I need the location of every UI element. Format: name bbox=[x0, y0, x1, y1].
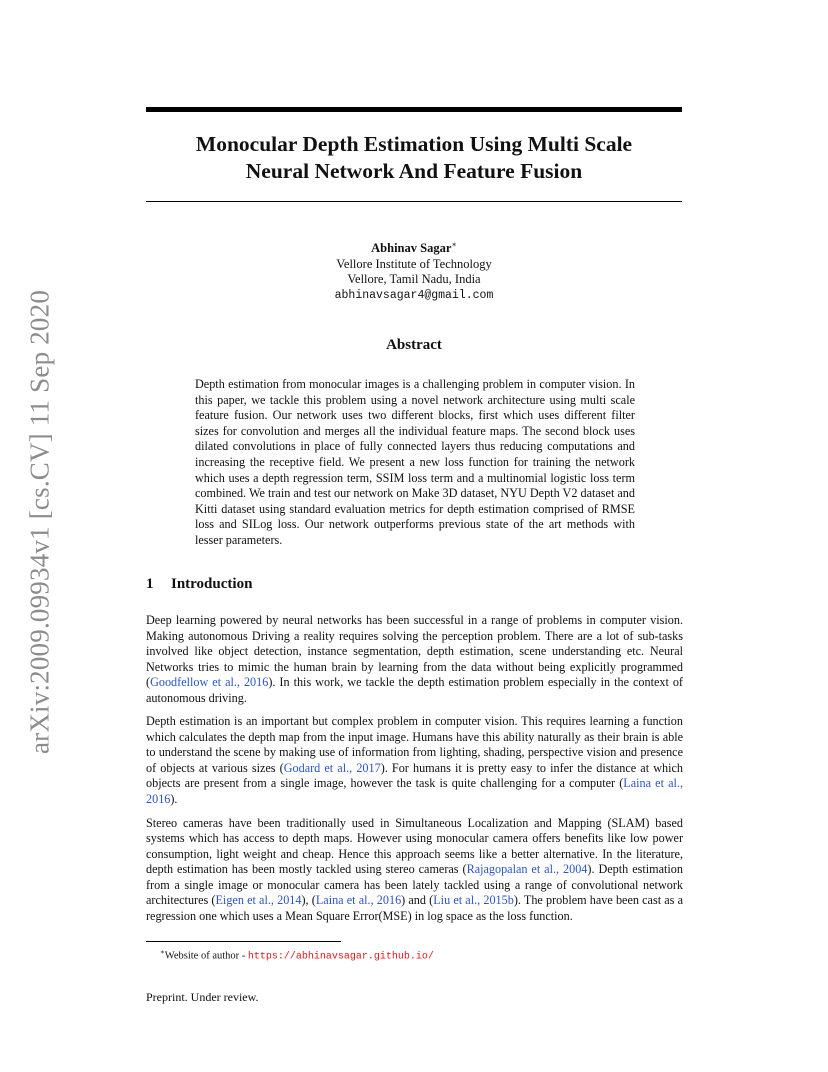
author-name: Abhinav Sagar bbox=[371, 241, 452, 256]
section-title: Introduction bbox=[171, 576, 253, 592]
paragraph-1 bbox=[146, 613, 683, 706]
arxiv-stamp-text[interactable]: arXiv:2009.09934v1 [cs.CV] 11 Sep 2020 bbox=[24, 289, 55, 755]
author-footnote-mark: ∗ bbox=[451, 240, 457, 249]
section-heading-introduction bbox=[146, 576, 252, 593]
footnote-text: Website of author - bbox=[164, 950, 248, 962]
paragraph-text: ). bbox=[170, 792, 178, 807]
paragraph-2 bbox=[146, 714, 683, 807]
preprint-status: Preprint. Under review. bbox=[146, 990, 259, 1004]
author-name-line bbox=[146, 237, 682, 257]
author-block bbox=[146, 237, 682, 303]
paragraph-text: ). Depth estimation from a single image or monocular camera has been lately tackled using a range of convolutional network architectures ( bbox=[146, 862, 683, 908]
introduction-body bbox=[146, 613, 683, 932]
paragraph-text: Depth estimation is an important but complex problem in computer vision. This requires learning a function which calculates the depth map from the input image. Humans have this ability naturally as their brain is able to understand the scene by making use of information from lighting, shading, perspective vision and presence of objects at various sizes ( bbox=[146, 714, 683, 775]
paragraph-text: ). For humans it is pretty easy to infer the distance at which objects are present from a single image, however the task is quite challenging for a computer ( bbox=[146, 760, 683, 791]
title-line-1: Monocular Depth Estimation Using Multi Scale bbox=[195, 132, 633, 156]
footnote-mark: ∗ bbox=[160, 948, 165, 956]
paragraph-text: ), ( bbox=[301, 893, 316, 908]
abstract-heading: Abstract bbox=[386, 337, 442, 353]
citation-link[interactable]: Eigen et al., 2014 bbox=[215, 893, 302, 908]
citation-link[interactable]: Goodfellow et al., 2016 bbox=[150, 675, 269, 690]
paragraph-text: ). The problem have been cast as a regression one which uses a Mean Square Error(MSE) in log space as the loss function. bbox=[146, 893, 683, 923]
paragraph-text: Deep learning powered by neural networks has been successful in a range of problems in computer vision. Making autonomous Driving a reality requires solving the perception problem. There are a lot of sub-tasks involved like object detection, instance segmentation, depth estimation, scene understanding etc. Neural Networks tries to mimic the human brain by learning from the data without being explicitly programmed ( bbox=[146, 613, 683, 690]
title-line-2: Neural Network And Feature Fusion bbox=[245, 159, 583, 183]
citation-link[interactable]: Liu et al., 2015b bbox=[433, 893, 514, 908]
citation-link[interactable]: Rajagopalan et al., 2004 bbox=[466, 862, 588, 877]
footnote-rule bbox=[146, 941, 341, 942]
title-rule-bottom bbox=[146, 201, 682, 202]
abstract-text: Depth estimation from monocular images is a challenging problem in computer vision. In this paper, we tackle this problem using a novel network architecture using multi scale feature fusion. Our network uses two different blocks, first which uses different filter sizes for convolution and merges all the individual feature maps. The second block uses dilated convolutions in place of fully connected layers thus reducing computations and increasing the receptive field. We present a new loss function for training the network which uses a depth regression term, SSIM loss term and a multinomial logistic loss term combined. We train and test our network on Make 3D dataset, NYU Depth V2 dataset and Kitti dataset using standard evaluation metrics for depth estimation comprised of RMSE loss and SILog loss. Our network outperforms previous state of the art methods with lesser parameters. bbox=[195, 377, 635, 547]
author-affiliation: Vellore Institute of Technology bbox=[336, 256, 492, 271]
paragraph-text: Stereo cameras have been traditionally used in Simultaneous Localization and Mapping (SLAM) based systems which has access to depth maps. However using monocular camera offers benefits like low power consumption, light weight and cheap. Hence this approach seems like a better alternative. In the literature, depth estimation has been mostly tackled using stereo cameras ( bbox=[146, 815, 683, 877]
paragraph-text: ). In this work, we tackle the depth estimation problem especially in the context of autonomous driving. bbox=[146, 675, 683, 705]
paragraph-text: ) and ( bbox=[401, 893, 434, 908]
author-website-link[interactable]: https://abhinavsagar.github.io/ bbox=[247, 951, 434, 963]
citation-link[interactable]: Laina et al., 2016 bbox=[146, 776, 683, 807]
paper-title bbox=[146, 131, 682, 185]
paragraph-3 bbox=[146, 816, 683, 925]
title-rule-top bbox=[146, 107, 682, 112]
section-number: 1 bbox=[146, 576, 154, 592]
citation-link[interactable]: Laina et al., 2016 bbox=[315, 893, 402, 908]
author-location: Vellore, Tamil Nadu, India bbox=[347, 272, 481, 287]
author-email[interactable]: abhinavsagar4@gmail.com bbox=[334, 288, 494, 302]
citation-link[interactable]: Godard et al., 2017 bbox=[283, 760, 381, 775]
footnote bbox=[160, 945, 434, 965]
